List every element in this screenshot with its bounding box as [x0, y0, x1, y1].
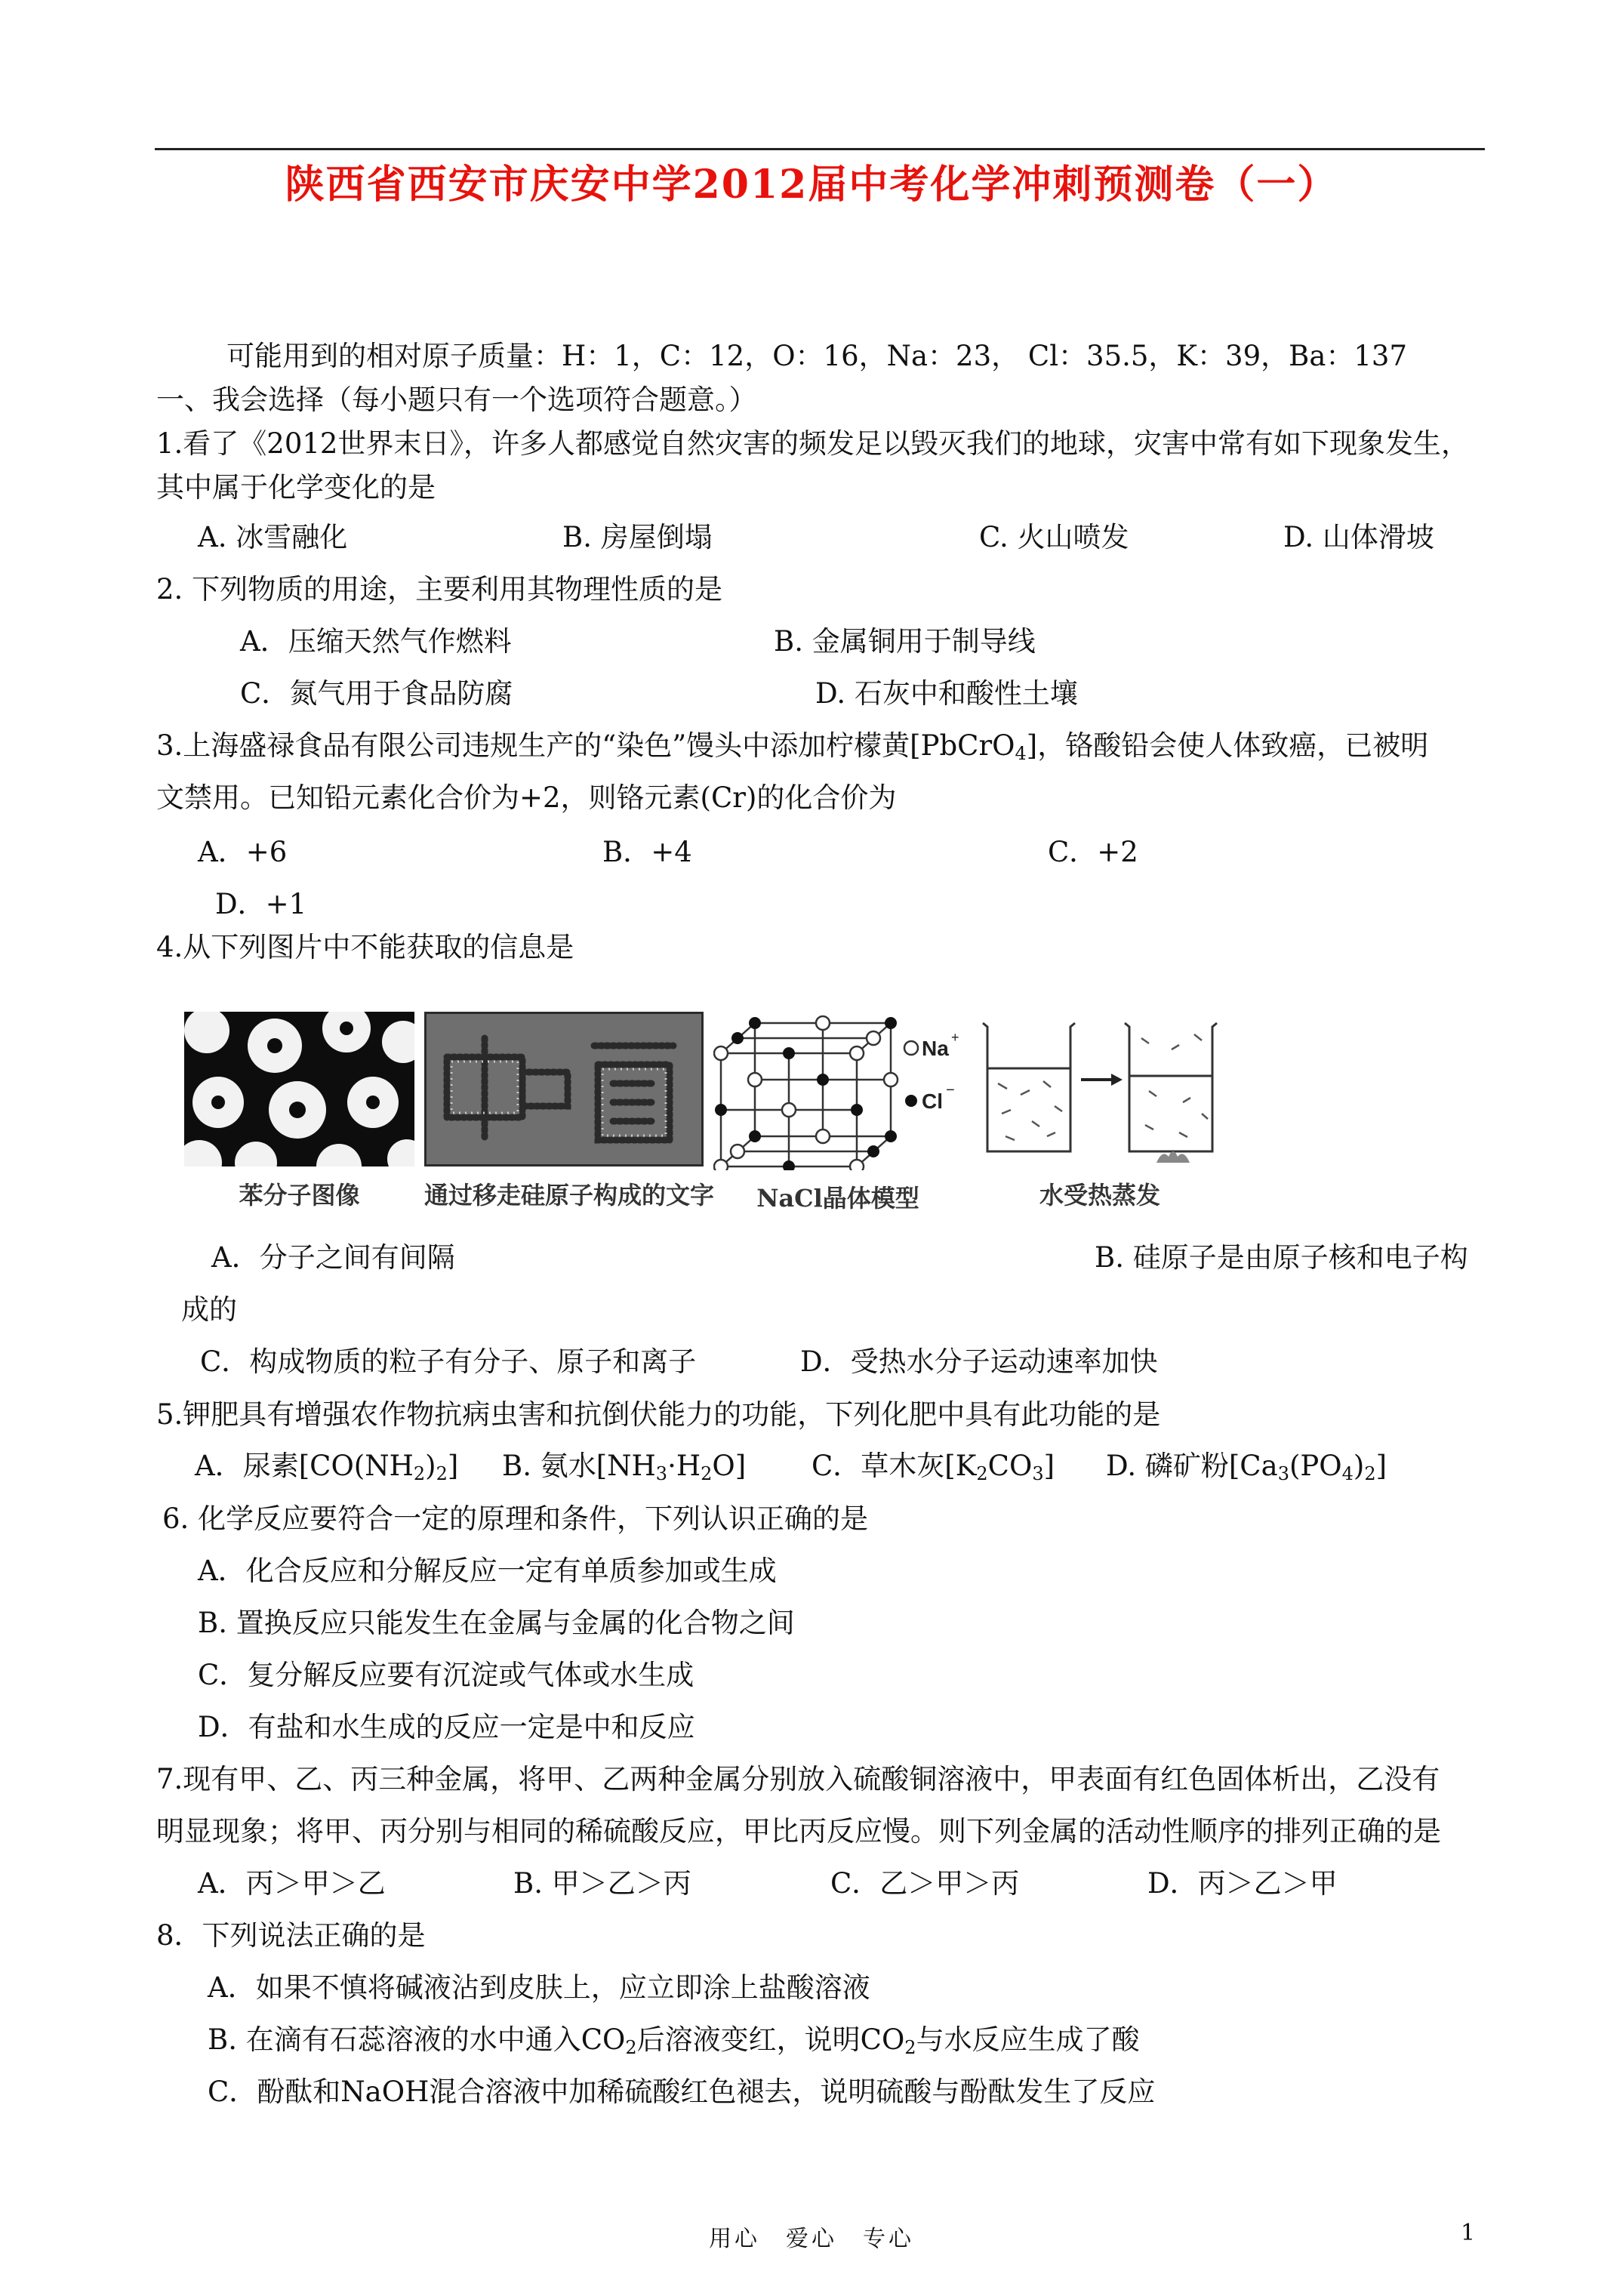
- q3-option-d: D．+1: [215, 888, 307, 920]
- page-title: 陕西省西安市庆安中学2012届中考化学冲刺预测卷（一）: [285, 162, 1338, 208]
- q4-option-b: B. 硅原子是由原子核和电子构: [1095, 1241, 1468, 1274]
- q7-option-b: B. 甲＞乙＞丙: [513, 1867, 691, 1900]
- q7-option-d: D．丙＞乙＞甲: [1147, 1867, 1338, 1900]
- question-7-stem: 7.现有甲、乙、丙三种金属，将甲、乙两种金属分别放入硫酸铜溶液中，甲表面有红色固体析出，乙没有: [156, 1763, 1440, 1795]
- question-7-stem-cont: 明显现象；将甲、丙分别与相同的稀硫酸反应，甲比丙反应慢。则下列金属的活动性顺序的排列正确的是: [156, 1815, 1441, 1848]
- q3-option-c: C．+2: [1048, 836, 1138, 868]
- question-3-stem-cont: 文禁用。已知铅元素化合价为+2，则铬元素(Cr)的化合价为: [156, 781, 897, 814]
- q1-option-b: B. 房屋倒塌: [562, 521, 713, 553]
- page-number: 1: [1461, 2220, 1476, 2246]
- silicon-image-panel: [424, 1012, 715, 1223]
- svg-text:−: −: [946, 1082, 955, 1099]
- q5-option-a: A．尿素$[CO(NH_2)_2]$: [195, 1450, 459, 1484]
- evaporation-panel: [975, 1012, 1224, 1223]
- q6-option-b: B. 置换反应只能发生在金属与金属的化合物之间: [198, 1607, 795, 1639]
- q4-option-c: C．构成物质的粒子有分子、原子和离子: [200, 1345, 697, 1378]
- question-4-stem: 4.从下列图片中不能获取的信息是: [156, 931, 574, 963]
- question-1-stem: 1.看了《2012世界末日》，许多人都感觉自然灾害的频发足以毁灭我们的地球，灾害中常有如下现象发生，: [156, 427, 1469, 460]
- evaporation-diagram: [975, 1012, 1224, 1170]
- q1-option-a: A. 冰雪融化: [198, 521, 348, 553]
- q8-option-c: C．酚酞和NaOH混合溶液中加稀硫酸红色褪去，说明硫酸与酚酞发生了反应: [208, 2076, 1156, 2108]
- nacl-model-panel: [713, 1012, 962, 1223]
- q1-option-d: D. 山体滑坡: [1283, 521, 1434, 553]
- question-4-figure: [181, 1012, 1483, 1223]
- cl-ion-label: Cl: [922, 1089, 943, 1113]
- caption-benzene: 苯分子图像: [239, 1181, 360, 1210]
- svg-text:+: +: [951, 1030, 959, 1045]
- question-1-stem-cont: 其中属于化学变化的是: [156, 471, 436, 504]
- question-2-stem: 2. 下列物质的用途，主要利用其物理性质的是: [156, 573, 723, 606]
- q2-option-b: B. 金属铜用于制导线: [774, 625, 1036, 658]
- q8-option-b: B. 在滴有石蕊溶液的水中通入$CO_2$后溶液变红，说明$CO_2$与水反应生成了酸: [208, 2023, 1140, 2058]
- caption-nacl: NaCl晶体模型: [756, 1184, 919, 1213]
- q6-option-c: C．复分解反应要有沉淀或气体或水生成: [198, 1659, 694, 1691]
- q2-option-c: C．氮气用于食品防腐: [240, 677, 513, 710]
- question-5-stem: 5.钾肥具有增强农作物抗病虫害和抗倒伏能力的功能，下列化肥中具有此功能的是: [156, 1398, 1161, 1431]
- question-6-stem: 6. 化学反应要符合一定的原理和条件，下列认识正确的是: [162, 1502, 869, 1535]
- q1-option-c: C. 火山喷发: [979, 521, 1129, 553]
- question-3-stem: 3.上海盛禄食品有限公司违规生产的“染色”馒头中添加柠檬黄[PbCrO$_4$]，铬酸铅会使人体致癌，已被明: [156, 729, 1429, 764]
- q4-option-b-cont: 成的: [181, 1293, 237, 1326]
- silicon-atom-image: [424, 1012, 704, 1166]
- na-ion-label: Na: [922, 1037, 949, 1060]
- nacl-crystal-model: [713, 1012, 962, 1170]
- q5-option-d: D. 磷矿粉$[Ca_3(PO_4)_2]$: [1106, 1450, 1387, 1484]
- section-heading: 一、我会选择（每小题只有一个选项符合题意。）: [156, 384, 757, 416]
- caption-silicon: 通过移走硅原子构成的文字: [424, 1181, 715, 1210]
- q4-option-d: D．受热水分子运动速率加快: [800, 1345, 1158, 1378]
- q2-option-a: A．压缩天然气作燃料: [240, 625, 512, 658]
- q4-option-a: A．分子之间有间隔: [211, 1241, 455, 1274]
- q6-option-d: D．有盐和水生成的反应一定是中和反应: [198, 1711, 695, 1743]
- page-footer: 用心 爱心 专心: [709, 2226, 914, 2252]
- atomic-mass-note: 可能用到的相对原子质量：H：1，C：12，O：16，Na：23， Cl：35.5，K：39，Ba：137: [226, 340, 1408, 372]
- caption-evaporation: 水受热蒸发: [1039, 1181, 1160, 1210]
- q7-option-a: A．丙＞甲＞乙: [198, 1867, 386, 1900]
- q3-option-b: B．+4: [602, 836, 692, 868]
- benzene-image: [184, 1012, 414, 1166]
- q3-option-a: A．+6: [198, 836, 288, 868]
- header-rule: [155, 148, 1485, 150]
- q5-option-c: C．草木灰$[K_2CO_3]$: [812, 1450, 1055, 1484]
- q5-option-b: B. 氨水$[NH_3\cdot H_2O]$: [502, 1450, 747, 1484]
- q7-option-c: C．乙＞甲＞丙: [830, 1867, 1020, 1900]
- question-8-stem: 8．下列说法正确的是: [156, 1919, 426, 1952]
- q8-option-a: A．如果不慎将碱液沾到皮肤上，应立即涂上盐酸溶液: [208, 1971, 870, 2004]
- q6-option-a: A．化合反应和分解反应一定有单质参加或生成: [198, 1555, 777, 1587]
- q2-option-d: D. 石灰中和酸性土壤: [815, 677, 1078, 710]
- benzene-image-panel: [184, 1012, 414, 1223]
